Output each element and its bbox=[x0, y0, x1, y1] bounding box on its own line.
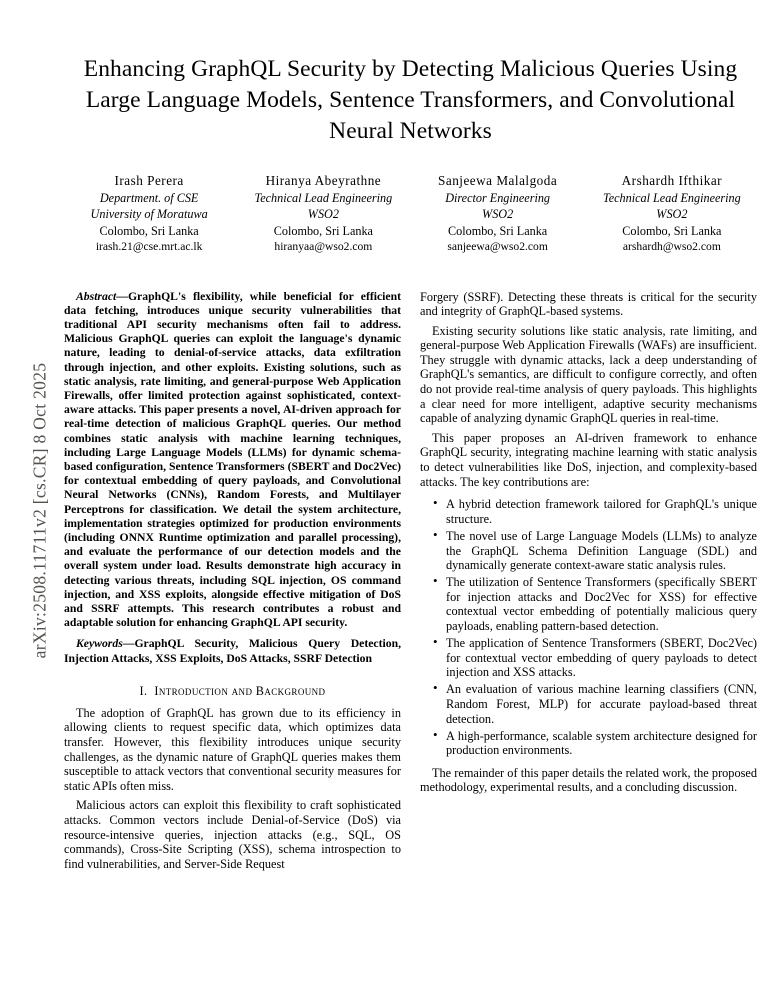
author-email[interactable]: arshardh@wso2.com bbox=[622, 240, 721, 253]
list-item bbox=[433, 680, 757, 726]
paragraph: The adoption of GraphQL has grown due to its efficiency in allowing clients to request specific data, which optimizes data transfer. However, this flexibility introduces unique security challenges, as the dynamic nature of GraphQL queries makes them susceptible to attack vectors that conventional security measures for static APIs often miss. bbox=[64, 705, 401, 793]
paper-page bbox=[56, 0, 765, 991]
list-item-text: A high-performance, scalable system architecture designed for production environments. bbox=[446, 728, 757, 758]
section-number: I. bbox=[139, 683, 148, 698]
author-location: Colombo, Sri Lanka bbox=[99, 223, 199, 238]
list-item-text: An evaluation of various machine learning classifiers (CNN, Random Forest, MLP) for accurate payload-based threat detection. bbox=[446, 682, 757, 726]
bullet-icon: • bbox=[433, 680, 438, 696]
paragraph: Malicious actors can exploit this flexibility to craft sophisticated attacks. Common vectors include Denial-of-Service (DoS) via resource-intensive queries, injection attacks (e.g., SQL, OS commands), Cross-Site Scripting (XSS), schema introspection to find vulnerabilities, and Server-Side Request bbox=[64, 798, 401, 871]
author-location: Colombo, Sri Lanka bbox=[273, 223, 373, 238]
list-item-text: The application of Sentence Transformers (SBERT, Doc2Vec) for contextual vector embedding of query payloads to detect injection and XSS attacks. bbox=[446, 636, 757, 680]
author-column-3 bbox=[411, 173, 585, 256]
paragraph: This paper proposes an AI-driven framework to enhance GraphQL security, integrating machine learning with static analysis to detect vulnerabilities like DoS, injection, and complexity-based attacks. The key contributions are: bbox=[420, 430, 757, 489]
paragraph: Forgery (SSRF). Detecting these threats is critical for the security and integrity of GraphQL-based systems. bbox=[420, 289, 757, 319]
author-name: Sanjeewa Malalgoda bbox=[438, 173, 558, 188]
contributions-list bbox=[420, 497, 757, 758]
abstract-paragraph bbox=[64, 290, 401, 631]
author-location: Colombo, Sri Lanka bbox=[448, 223, 548, 238]
author-block bbox=[56, 173, 765, 256]
abstract-label: Abstract bbox=[76, 289, 117, 303]
author-department: Department. of CSE bbox=[99, 190, 199, 205]
abstract-dash: — bbox=[116, 289, 128, 303]
arxiv-stamp bbox=[0, 0, 56, 991]
list-item-text: A hybrid detection framework tailored for GraphQL's unique structure. bbox=[446, 497, 757, 526]
author-organization: WSO2 bbox=[482, 207, 514, 221]
author-column-2 bbox=[236, 173, 410, 256]
keywords-label: Keywords bbox=[76, 637, 123, 651]
section-heading-introduction bbox=[64, 684, 401, 699]
author-organization: University of Moratuwa bbox=[90, 207, 208, 221]
list-item bbox=[433, 495, 757, 526]
keywords-text: GraphQL Security, Malicious Query Detection, Injection Attacks, XSS Exploits, DoS Attacks, SSRF Detection bbox=[64, 637, 401, 665]
keywords-paragraph bbox=[64, 637, 401, 665]
bullet-icon: • bbox=[433, 573, 438, 589]
bullet-icon: • bbox=[433, 526, 438, 542]
list-item bbox=[433, 573, 757, 633]
right-column bbox=[420, 290, 757, 872]
keywords-dash: — bbox=[122, 637, 135, 651]
bullet-icon: • bbox=[433, 634, 438, 650]
list-item bbox=[433, 526, 757, 573]
author-organization: WSO2 bbox=[307, 207, 339, 221]
list-item-text: The novel use of Large Language Models (LLMs) to analyze the GraphQL Schema Definition Language (SDL) and dynamically generate context-aware static analysis rules. bbox=[446, 528, 757, 573]
bullet-icon: • bbox=[433, 495, 438, 511]
bullet-icon: • bbox=[433, 726, 438, 742]
author-column-4 bbox=[585, 173, 759, 256]
author-email[interactable]: irash.21@cse.mrt.ac.lk bbox=[95, 240, 203, 253]
two-column-body bbox=[56, 290, 765, 872]
list-item-text: The utilization of Sentence Transformers (specifically SBERT for injection attacks and Doc2Vec for XSS) for effective contextual vector embedding of potentially malicious query payloads, enabling pattern-based detection. bbox=[446, 575, 757, 633]
author-department: Technical Lead Engineering bbox=[603, 190, 741, 205]
arxiv-identifier-text: arXiv:2508.11711v2 [cs.CR] 8 Oct 2025 bbox=[29, 362, 50, 659]
author-department: Director Engineering bbox=[445, 190, 551, 205]
section-title: Introduction and Background bbox=[154, 683, 326, 698]
list-item bbox=[433, 726, 757, 758]
author-column-1 bbox=[62, 173, 236, 256]
author-email[interactable]: sanjeewa@wso2.com bbox=[447, 240, 548, 253]
author-email[interactable]: hiranyaa@wso2.com bbox=[274, 240, 373, 253]
page-title: Enhancing GraphQL Security by Detecting Malicious Queries Using Large Language Models, Sentence Transformers, and Convolutional Neural Networks bbox=[83, 56, 738, 144]
paragraph: Existing security solutions like static analysis, rate limiting, and general-purpose Web Application Firewalls (WAFs) are insufficient. They struggle with dynamic attacks, lack a deep understanding of GraphQL's semantics, are difficult to configure correctly, and often do not provide real-time analysis of query payloads. This highlights a clear need for more intelligent, adaptive security mechanisms capable of analyzing dynamic GraphQL queries in real-time. bbox=[420, 323, 757, 426]
author-name: Hiranya Abeyrathne bbox=[265, 173, 382, 188]
author-organization: WSO2 bbox=[656, 207, 688, 221]
author-name: Irash Perera bbox=[114, 173, 184, 188]
left-column bbox=[64, 290, 401, 872]
abstract-text: GraphQL's flexibility, while beneficial for efficient data fetching, introduces unique security vulnerabilities that traditional API security mechanisms often fail to address. Malicious GraphQL queries can exploit the language's dynamic nature, leading to denial-of-service attacks, data exfiltration through injection, and other exploits. Existing solutions, such as static analysis, rate limiting, and general-purpose Web Application Firewalls, offer limited protection against sophisticated, context-aware attacks. This paper presents a novel, AI-driven approach for real-time detection of malicious GraphQL queries. Our method combines static analysis with machine learning techniques, including Large Language Models (LLMs) for dynamic schema-based configuration, Sentence Transformers (SBERT and Doc2Vec) for contextual embedding of query payloads, and Convolutional Neural Networks (CNNs), Random Forests, and Multilayer Perceptrons for classification. We detail the system architecture, implementation strategies optimized for production environments (including ONNX Runtime optimization and parallel processing), and evaluate the performance of our detection models and the overall system under load. Results demonstrate high accuracy in detecting various threats, including SQL injection, OS command injection, and XSS exploits, alongside effective mitigation of DoS and SSRF attempts. This research contributes a robust and adaptable solution for enhancing GraphQL API security. bbox=[64, 289, 401, 630]
author-department: Technical Lead Engineering bbox=[254, 190, 393, 205]
list-item bbox=[433, 634, 757, 680]
paragraph: The remainder of this paper details the related work, the proposed methodology, experimental results, and a concluding discussion. bbox=[420, 765, 757, 795]
author-name: Arshardh Ifthikar bbox=[621, 173, 723, 188]
title-block bbox=[56, 0, 765, 147]
author-location: Colombo, Sri Lanka bbox=[622, 223, 722, 238]
